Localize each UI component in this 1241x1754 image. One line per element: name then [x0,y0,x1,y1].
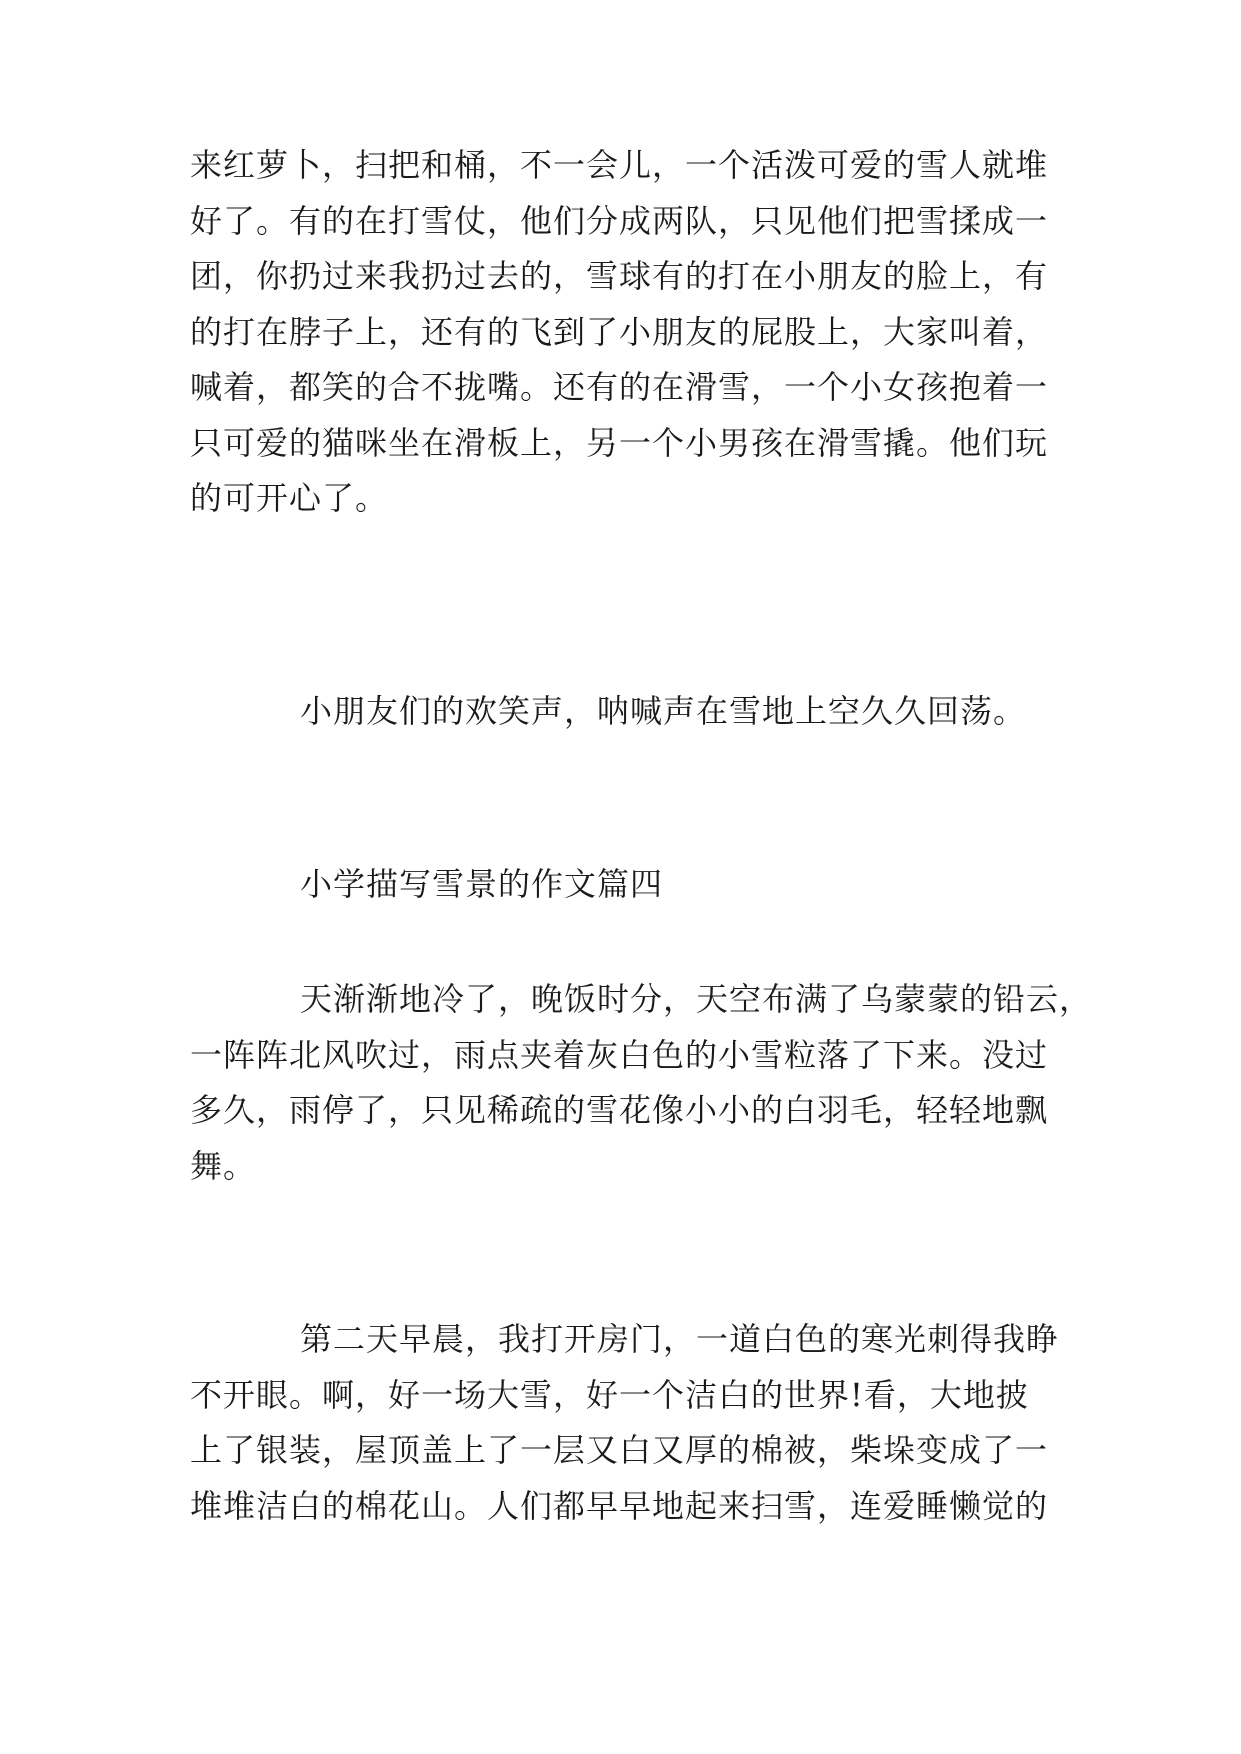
text-line: 多久，雨停了，只见稀疏的雪花像小小的白羽毛，轻轻地飘 [190,1091,1049,1129]
text-line: 的可开心了。 [190,479,389,517]
text-line: 一阵阵北风吹过，雨点夹着灰白色的小雪粒落了下来。没过 [190,1035,1049,1074]
text-line: 团，你扔过来我扔过去的，雪球有的打在小朋友的脸上，有 [190,257,1049,295]
paragraph-echo [190,684,1060,740]
text-line: 来红萝卜，扫把和桶，不一会儿，一个活泼可爱的雪人就堆 [190,146,1049,184]
text-line: 舞。 [190,1146,257,1185]
paragraph-morning [190,1312,1060,1534]
paragraph-continued [190,138,1060,527]
text-line: 好了。有的在打雪仗，他们分成两队，只见他们把雪揉成一 [190,201,1049,240]
text-line: 不开眼。啊，好一场大雪，好一个洁白的世界!看，大地披 [190,1375,1029,1414]
section-heading [190,857,1060,913]
text-line: 喊着，都笑的合不拢嘴。还有的在滑雪，一个小女孩抱着一 [190,368,1049,406]
text-line: 的打在脖子上，还有的飞到了小朋友的屁股上，大家叫着， [190,312,1049,351]
text-line: 小朋友们的欢笑声，呐喊声在雪地上空久久回荡。 [300,692,1027,730]
text-line: 只可爱的猫咪坐在滑板上，另一个小男孩在滑雪撬。他们玩 [190,423,1049,462]
paragraph-evening [190,972,1093,1194]
text-line: 上了银装，屋顶盖上了一层又白又厚的棉被，柴垛变成了一 [190,1431,1049,1469]
text-line: 堆堆洁白的棉花山。人们都早早地起来扫雪，连爱睡懒觉的 [190,1486,1049,1525]
heading-text: 小学描写雪景的作文篇四 [300,865,664,903]
text-line: 天渐渐地冷了，晚饭时分，天空布满了乌蒙蒙的铅云， [300,980,1093,1018]
text-line: 第二天早晨，我打开房门，一道白色的寒光刺得我睁 [300,1320,1060,1358]
